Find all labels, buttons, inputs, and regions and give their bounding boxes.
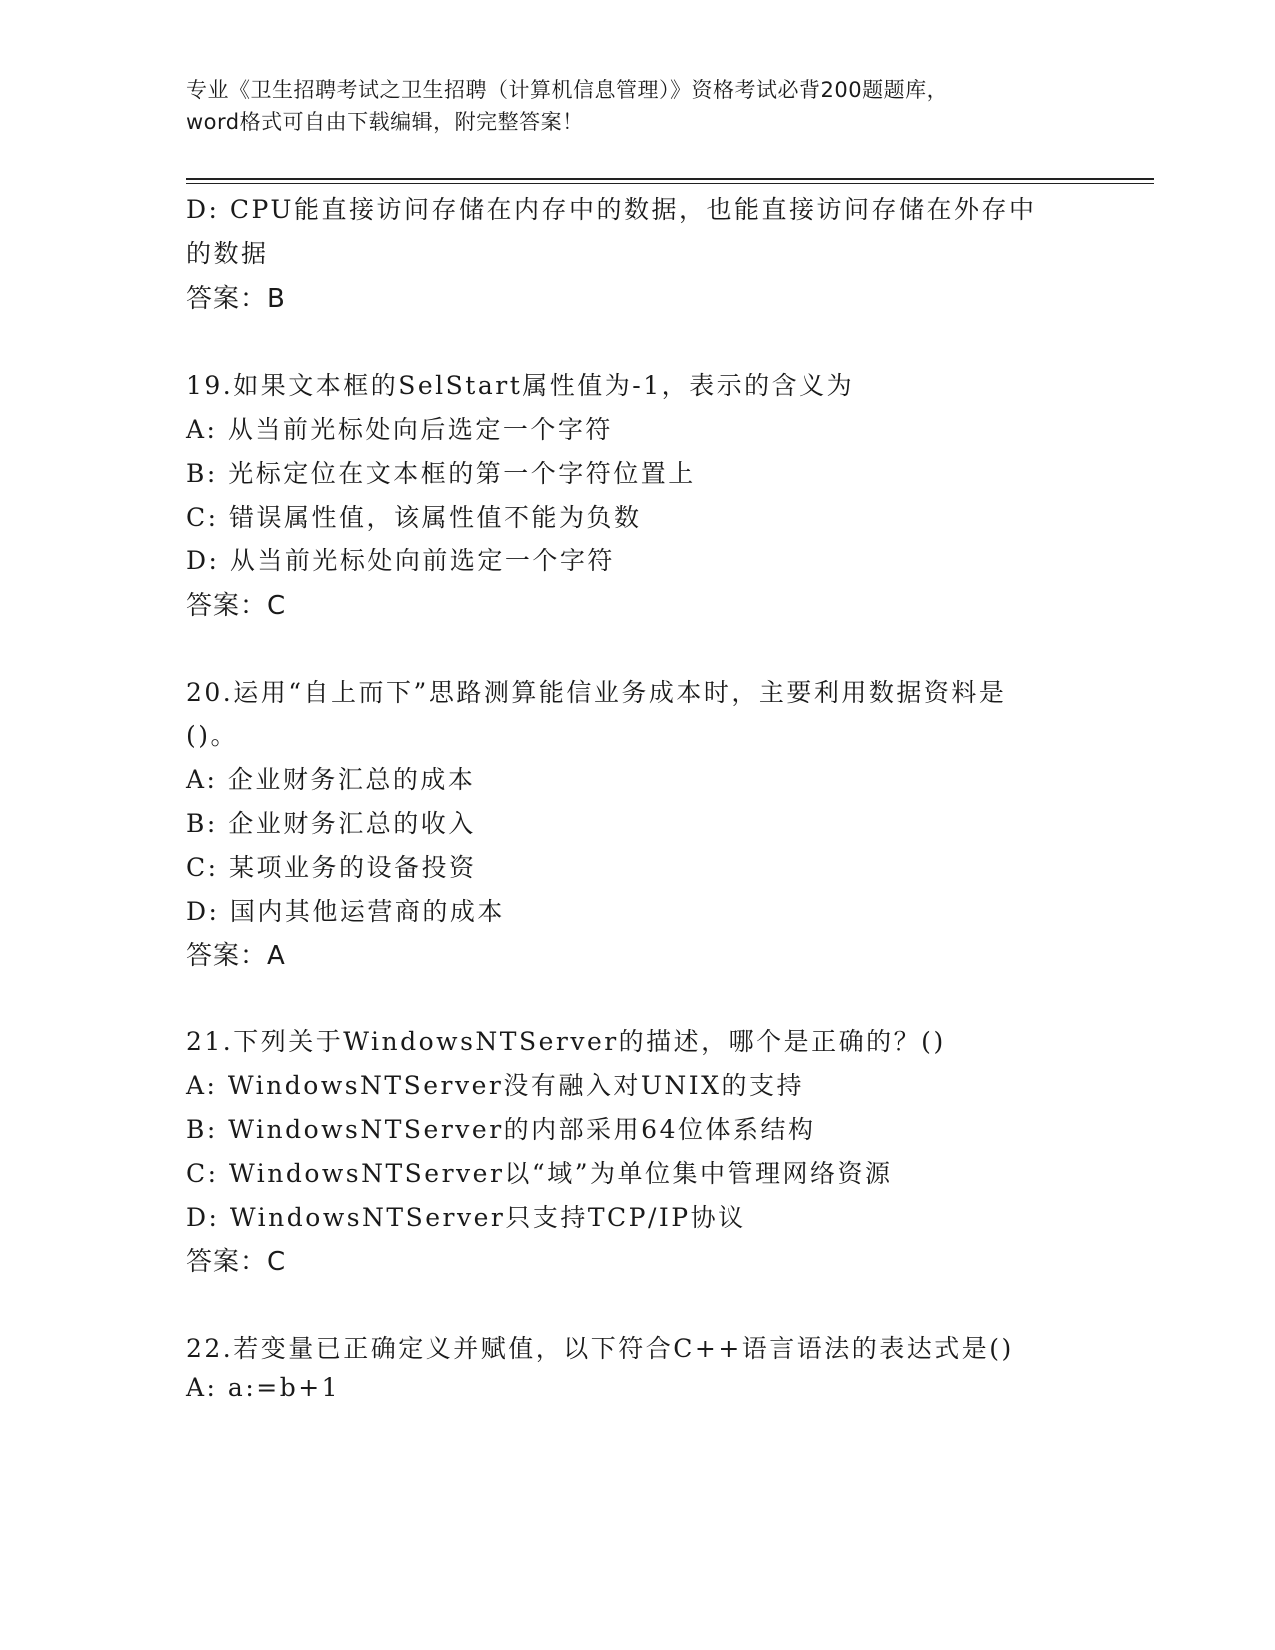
question-21-answer: 答案：C [186, 1247, 287, 1277]
question-20-option-d: D: 国内其他运营商的成本 [186, 897, 505, 926]
question-20-option-a: A: 企业财务汇总的成本 [186, 765, 476, 794]
question-20-stem-line-2: ()。 [186, 721, 239, 750]
question-20-option-b: B: 企业财务汇总的收入 [186, 809, 476, 838]
question-19-stem: 19.如果文本框的SelStart属性值为-1，表示的含义为 [186, 371, 855, 400]
question-21-option-c: C: WindowsNTServer以“域”为单位集中管理网络资源 [186, 1159, 893, 1188]
question-19-answer: 答案：C [186, 591, 287, 621]
question-19-option-d: D: 从当前光标处向前选定一个字符 [186, 546, 615, 575]
header-rule-thick [186, 178, 1154, 180]
header-line-1: 专业《卫生招聘考试之卫生招聘（计算机信息管理）》资格考试必背200题题库， [186, 78, 949, 102]
question-22-option-a: A: a:=b+1 [186, 1373, 341, 1402]
header-line-2: word格式可自由下载编辑，附完整答案！ [186, 110, 584, 134]
question-21-option-d: D: WindowsNTServer只支持TCP/IP协议 [186, 1203, 746, 1232]
question-19-option-a: A: 从当前光标处向后选定一个字符 [186, 415, 613, 444]
question-20-answer: 答案：A [186, 941, 286, 971]
question-19-option-c: C: 错误属性值，该属性值不能为负数 [186, 503, 642, 532]
document-header [186, 74, 1086, 138]
prev-answer: 答案：B [186, 284, 286, 314]
prev-option-d-line-1: D: CPU能直接访问存储在内存中的数据，也能直接访问存储在外存中 [186, 195, 1037, 224]
question-21-option-a: A: WindowsNTServer没有融入对UNIX的支持 [186, 1071, 804, 1100]
question-21-option-b: B: WindowsNTServer的内部采用64位体系结构 [186, 1115, 816, 1144]
question-22-stem: 22.若变量已正确定义并赋值，以下符合C++语言语法的表达式是() [186, 1334, 1014, 1363]
question-20-stem-line-1: 20.运用“自上而下”思路测算能信业务成本时，主要利用数据资料是 [186, 678, 1007, 707]
prev-option-d-line-2: 的数据 [186, 239, 269, 268]
question-21-stem: 21.下列关于WindowsNTServer的描述，哪个是正确的？() [186, 1027, 946, 1056]
header-rule-thin [186, 183, 1154, 184]
question-19-option-b: B: 光标定位在文本框的第一个字符位置上 [186, 459, 696, 488]
question-20-option-c: C: 某项业务的设备投资 [186, 853, 477, 882]
